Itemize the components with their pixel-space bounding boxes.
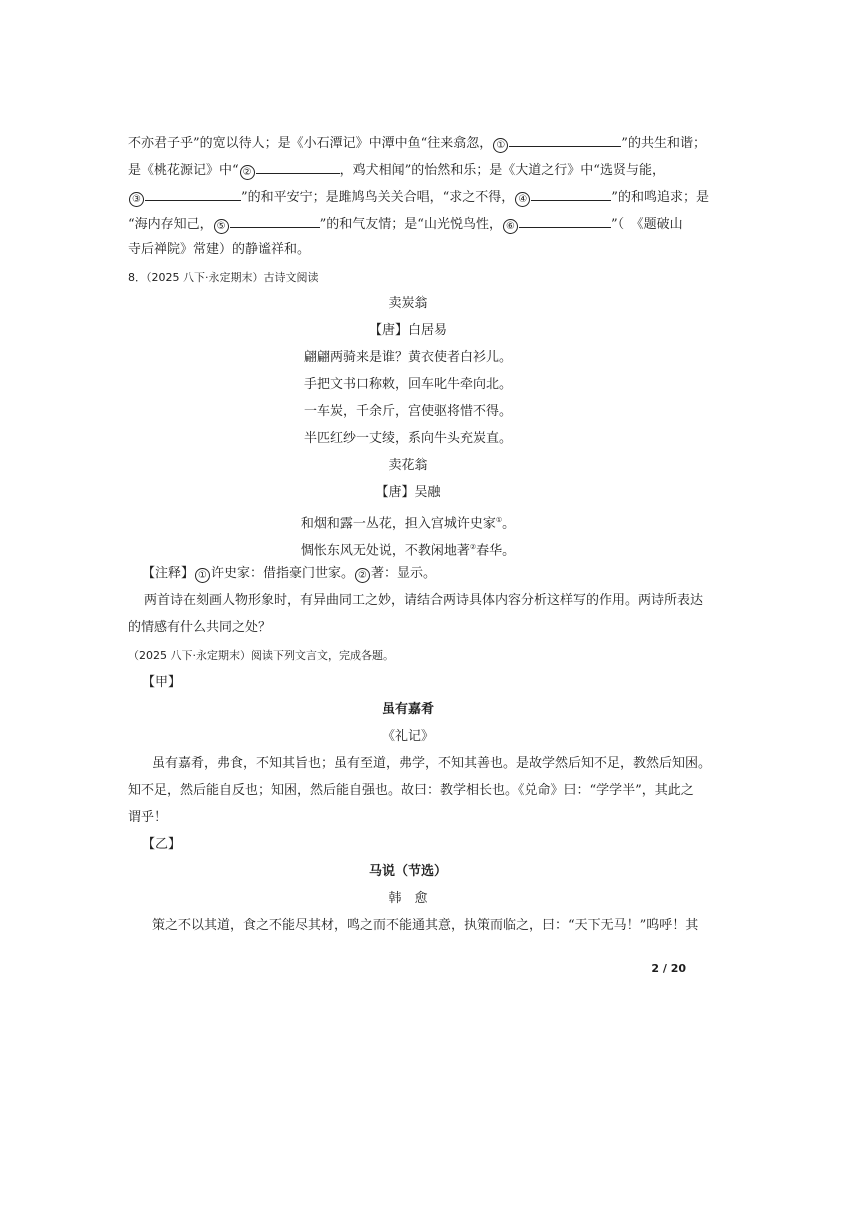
poem1-line: 一车炭，千余斤，宫使驱将惜不得。 xyxy=(303,404,512,419)
poem1-line: 翩翩两骑来是谁？黄衣使者白衫儿。 xyxy=(303,350,512,365)
poem1-line: 手把文书口称敕，回车叱牛牵向北。 xyxy=(303,377,512,392)
fill-in-line-3: ③ ”的和平安宁；是雎鸠鸟关关合唱，“求之不得， ④ ”的和鸣追求；是 xyxy=(128,188,688,207)
blank-mark-3: ③ xyxy=(129,192,144,207)
note-mark-1: ① xyxy=(195,568,210,583)
passage-jia-text: 谓乎！ xyxy=(128,810,168,825)
question-9-heading: （2025 八下·永定期末）阅读下列文言文，完成各题。 xyxy=(128,649,394,662)
answer-blank-2[interactable] xyxy=(256,161,340,174)
question-text: 两首诗在刻画人物形象时，有异曲同工之妙，请结合两诗具体内容分析这样写的作用。两诗所表达 xyxy=(144,593,704,608)
fill-in-line-2: 是《桃花源记》中“ ② ，鸡犬相闻”的怡然和乐；是《大道之行》中“选贤与能， xyxy=(128,163,665,178)
poem2-line: 和烟和露一丛花，担入宫城许史家①。 xyxy=(300,516,516,532)
passage-jia-text: 虽有嘉肴，弗食，不知其旨也；虽有至道，弗学，不知其善也。是故学然后知不足，教然后知困。 xyxy=(152,756,712,771)
fill-in-line-5: 寺后禅院》常建）的静谧祥和。 xyxy=(128,242,311,257)
passage-yi-title: 马说（节选） xyxy=(368,864,447,879)
answer-blank-6[interactable] xyxy=(519,215,611,228)
passage-jia-source: 《礼记》 xyxy=(381,729,434,744)
section-label-jia: 【甲】 xyxy=(142,675,182,690)
blank-mark-4: ④ xyxy=(515,192,530,207)
question-8-heading: 8．（2025 八下·永定期末）古诗文阅读 xyxy=(128,271,319,284)
poem2-title: 卖花翁 xyxy=(388,458,428,473)
poem2-line: 惆怅东风无处说，不教闲地著②春华。 xyxy=(300,543,516,559)
question-text: 的情感有什么共同之处？ xyxy=(128,620,272,635)
notes: 【注释】 ① 许史家：借指豪门世家。 ② 著：显示。 xyxy=(142,566,437,581)
fill-in-line-4: “海内存知己， ⑤ ”的和气友情；是“山光悦鸟性， ⑥ ”（ 《题破山 xyxy=(128,217,683,232)
note-mark-2: ② xyxy=(355,568,370,583)
blank-mark-5: ⑤ xyxy=(214,219,229,234)
poem1-title: 卖炭翁 xyxy=(388,296,428,311)
answer-blank-3[interactable] xyxy=(145,188,241,201)
passage-jia-text: 知不足，然后能自反也；知困，然后能自强也。故曰：教学相长也。《兑命》曰：“学学半”，其此之 xyxy=(128,783,694,798)
footnote-ref: ① xyxy=(495,516,503,524)
poem1-line: 半匹红纱一丈绫，系向牛头充炭直。 xyxy=(303,431,512,446)
blank-mark-2: ② xyxy=(240,165,255,180)
poem1-author: 【唐】白居易 xyxy=(368,323,447,338)
blank-mark-6: ⑥ xyxy=(503,219,518,234)
page-number: 2 / 20 xyxy=(651,962,686,975)
blank-mark-1: ① xyxy=(493,138,508,153)
answer-blank-1[interactable] xyxy=(509,134,621,147)
answer-blank-5[interactable] xyxy=(230,215,320,228)
section-label-yi: 【乙】 xyxy=(142,837,182,852)
footnote-ref: ② xyxy=(469,543,477,551)
passage-yi-text: 策之不以其道，食之不能尽其材，鸣之而不能通其意，执策而临之，曰：“天下无马！”呜呼！其 xyxy=(152,918,699,933)
fill-in-line-1: 不亦君子乎”的宽以待人；是《小石潭记》中潭中鱼“往来翕忽， ① ”的共生和谐； xyxy=(128,136,706,151)
answer-blank-4[interactable] xyxy=(531,188,611,201)
poem2-author: 【唐】吴融 xyxy=(375,485,441,500)
passage-jia-title: 虽有嘉肴 xyxy=(381,702,434,717)
passage-yi-author: 韩 愈 xyxy=(388,891,428,906)
